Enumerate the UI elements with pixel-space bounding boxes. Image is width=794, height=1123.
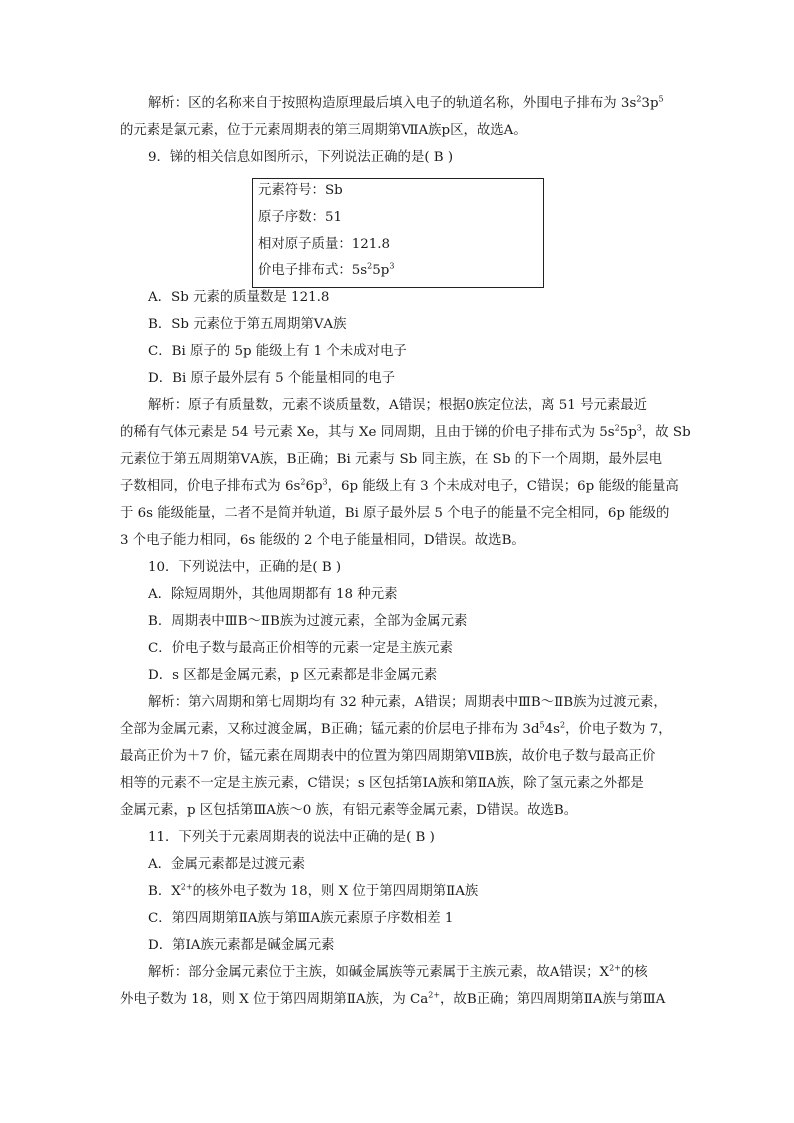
q10-option-c: C．价电子数与最高正价相等的元素一定是主族元素 [148, 641, 453, 656]
q9-option-d: D．Bi 原子最外层有 5 个能量相同的电子 [148, 371, 396, 386]
q9-analysis-line-4: 子数相同，价电子排布式为 $6s^26p^3$，6p 能级上有 3 个未成对电子，C错误；6p 能级的能量高 [120, 477, 679, 494]
q10-analysis-line-3: 最高正价为＋7 价，锰元素在周期表中的位置为第四周期第ⅦB族，故价电子数与最高正价 [120, 749, 656, 764]
q11-option-a: A．金属元素都是过渡元素 [148, 857, 305, 872]
element-symbol: 元素符号：Sb [258, 183, 343, 198]
q8-analysis-line-1: 解析：区的名称来自于按照构造原理最后填入电子的轨道名称，外围电子排布为 $3s^23p^5$ [148, 94, 664, 111]
q10-option-b: B．周期表中ⅢB～ⅡB族为过渡元素，全部为金属元素 [148, 614, 468, 629]
q9-analysis-line-3: 元素位于第五周期第ⅤA族，B正确；Bi 元素与 Sb 同主族，在 Sb 的下一个周期，最外层电 [120, 452, 662, 467]
q9-option-b: B．Sb 元素位于第五周期第ⅤA族 [148, 317, 347, 332]
q11-option-d: D．第ⅠA族元素都是碱金属元素 [148, 938, 335, 953]
q9-analysis-line-5: 于 6s 能级能量，二者不是简并轨道，Bi 原子最外层 5 个电子的能量不完全相同，6p 能级的 [120, 506, 670, 521]
q11-option-b: B．$X^{2+}$的核外电子数为 18，则 X 位于第四周期第ⅡA族 [148, 882, 479, 899]
q10-stem: 10．下列说法中，正确的是( B ) [148, 560, 342, 575]
q9-analysis-line-1: 解析：原子有质量数，元素不谈质量数，A错误；根据0族定位法，离 51 号元素最近 [148, 398, 648, 413]
q10-option-a: A．除短周期外，其他周期都有 18 种元素 [148, 587, 398, 602]
q10-analysis-line-5: 金属元素，p 区包括第ⅢA族～0 族，有铝元素等金属元素，D错误。故选B。 [120, 803, 578, 818]
q10-analysis-line-4: 相等的元素不一定是主族元素，C错误；s 区包括第ⅠA族和第ⅡA族，除了氢元素之外都是 [120, 776, 644, 791]
relative-atomic-mass: 相对原子质量：121.8 [258, 237, 391, 252]
valence-config: 价电子排布式：$5s^25p^3$ [258, 261, 395, 278]
q11-option-c: C．第四周期第ⅡA族与第ⅢA族元素原子序数相差 1 [148, 911, 454, 926]
q9-option-c: C．Bi 原子的 5p 能级上有 1 个未成对电子 [148, 344, 407, 359]
atomic-number: 原子序数：51 [258, 210, 342, 225]
q10-analysis-line-2: 全部为金属元素，又称过渡金属，B正确；锰元素的价层电子排布为 $3d^54s^2$，价电子数为 7， [120, 720, 672, 737]
q8-analysis-line-2: 的元素是氯元素，位于元素周期表的第三周期第ⅦA族p区，故选A。 [120, 123, 527, 138]
q9-analysis-line-2: 的稀有气体元素是 54 号元素 Xe，其与 Xe 同周期，且由于锑的价电子排布式为 $5s^25p^3$，故 Sb [120, 423, 691, 440]
q10-option-d: D．s 区都是金属元素，p 区元素都是非金属元素 [148, 668, 438, 683]
q10-analysis-line-1: 解析：第六周期和第七周期均有 32 种元素，A错误；周期表中ⅢB～ⅡB族为过渡元素， [148, 695, 667, 710]
q11-stem: 11．下列关于元素周期表的说法中正确的是( B ) [148, 830, 435, 845]
q9-stem: 9．锑的相关信息如图所示，下列说法正确的是( B ) [148, 150, 454, 165]
q11-analysis-line-2: 外电子数为 18，则 X 位于第四周期第ⅡA族，为 $Ca^{2+}$，故B正确；第四周期第ⅡA族与第ⅢA [120, 990, 666, 1007]
q11-analysis-line-1: 解析：部分金属元素位于主族，如碱金属族等元素属于主族元素，故A错误；$X^{2+}$的核 [148, 963, 648, 980]
q9-option-a: A．Sb 元素的质量数是 121.8 [148, 290, 330, 305]
q9-analysis-line-6: 3 个电子能力相同，6s 能级的 2 个电子能量相同，D错误。故选B。 [120, 533, 525, 548]
antimony-info-box [252, 178, 544, 288]
